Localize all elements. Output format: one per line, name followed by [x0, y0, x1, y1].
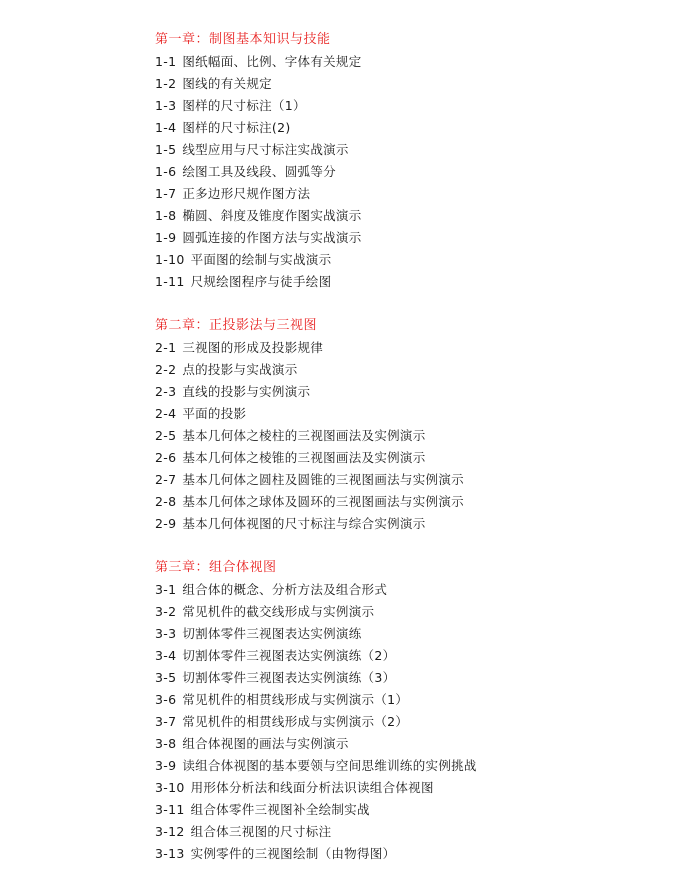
item-text: 直线的投影与实例演示	[182, 384, 311, 399]
item-text: 常见机件的相贯线形成与实例演示（1）	[182, 692, 409, 707]
item-number: 3-5	[155, 670, 177, 685]
item-text: 基本几何体之棱锥的三视图画法及实例演示	[182, 450, 426, 465]
list-item	[155, 161, 675, 183]
list-item	[155, 403, 675, 425]
chapter-title: 第二章：正投影法与三视图	[155, 318, 318, 333]
list-item	[155, 205, 675, 227]
item-number: 1-8	[155, 208, 177, 223]
item-number: 1-11	[155, 274, 185, 289]
list-item	[155, 337, 675, 359]
item-number: 3-7	[155, 714, 177, 729]
item-number: 2-3	[155, 384, 177, 399]
item-text: 图样的尺寸标注(2)	[182, 120, 291, 135]
item-text: 常见机件的相贯线形成与实例演示（2）	[182, 714, 409, 729]
list-item	[155, 227, 675, 249]
item-text: 线型应用与尺寸标注实战演示	[182, 142, 349, 157]
list-item	[155, 623, 675, 645]
item-number: 1-1	[155, 54, 177, 69]
chapter-1	[155, 29, 675, 293]
item-text: 用形体分析法和线面分析法识读组合体视图	[190, 780, 434, 795]
item-number: 1-5	[155, 142, 177, 157]
list-item	[155, 711, 675, 733]
item-number: 3-13	[155, 846, 185, 861]
course-outline	[155, 29, 675, 865]
item-text: 组合体三视图的尺寸标注	[190, 824, 332, 839]
item-text: 常见机件的截交线形成与实例演示	[182, 604, 375, 619]
list-item	[155, 117, 675, 139]
list-item	[155, 51, 675, 73]
item-number: 1-7	[155, 186, 177, 201]
item-text: 图样的尺寸标注（1）	[182, 98, 306, 113]
item-number: 1-3	[155, 98, 177, 113]
item-text: 圆弧连接的作图方法与实战演示	[182, 230, 362, 245]
list-item	[155, 843, 675, 865]
item-text: 椭圆、斜度及锥度作图实战演示	[182, 208, 362, 223]
item-text: 读组合体视图的基本要领与空间思维训练的实例挑战	[182, 758, 477, 773]
item-number: 3-11	[155, 802, 185, 817]
item-text: 实例零件的三视图绘制（由物得图）	[190, 846, 396, 861]
item-text: 切割体零件三视图表达实例演练（2）	[182, 648, 396, 663]
item-number: 3-2	[155, 604, 177, 619]
item-text: 基本几何体之圆柱及圆锥的三视图画法与实例演示	[182, 472, 464, 487]
item-number: 2-8	[155, 494, 177, 509]
chapter-title: 第一章：制图基本知识与技能	[155, 32, 331, 47]
list-item	[155, 579, 675, 601]
item-number: 1-2	[155, 76, 177, 91]
item-number: 1-6	[155, 164, 177, 179]
list-item	[155, 821, 675, 843]
item-number: 3-9	[155, 758, 177, 773]
item-text: 图纸幅面、比例、字体有关规定	[182, 54, 362, 69]
list-item	[155, 469, 675, 491]
item-text: 三视图的形成及投影规律	[182, 340, 324, 355]
item-text: 绘图工具及线段、圆弧等分	[182, 164, 336, 179]
list-item	[155, 733, 675, 755]
item-text: 图线的有关规定	[182, 76, 272, 91]
list-item	[155, 447, 675, 469]
item-number: 1-4	[155, 120, 177, 135]
item-number: 2-5	[155, 428, 177, 443]
item-number: 2-2	[155, 362, 177, 377]
item-number: 3-3	[155, 626, 177, 641]
list-item	[155, 95, 675, 117]
item-number: 3-6	[155, 692, 177, 707]
item-text: 组合体零件三视图补全绘制实战	[190, 802, 370, 817]
item-text: 切割体零件三视图表达实例演练	[182, 626, 362, 641]
list-item	[155, 645, 675, 667]
item-number: 3-12	[155, 824, 185, 839]
item-number: 3-8	[155, 736, 177, 751]
item-number: 2-7	[155, 472, 177, 487]
item-text: 平面的投影	[182, 406, 247, 421]
item-text: 基本几何体之棱柱的三视图画法及实例演示	[182, 428, 426, 443]
chapter-title: 第三章：组合体视图	[155, 560, 277, 575]
list-item	[155, 183, 675, 205]
item-number: 2-1	[155, 340, 177, 355]
item-text: 平面图的绘制与实战演示	[190, 252, 332, 267]
item-number: 3-1	[155, 582, 177, 597]
item-text: 点的投影与实战演示	[182, 362, 298, 377]
list-item	[155, 777, 675, 799]
list-item	[155, 491, 675, 513]
item-number: 3-10	[155, 780, 185, 795]
list-item	[155, 755, 675, 777]
list-item	[155, 73, 675, 95]
item-number: 2-6	[155, 450, 177, 465]
list-item	[155, 139, 675, 161]
item-number: 2-9	[155, 516, 177, 531]
list-item	[155, 381, 675, 403]
list-item	[155, 359, 675, 381]
chapter-2	[155, 315, 675, 535]
item-text: 组合体视图的画法与实例演示	[182, 736, 349, 751]
list-item	[155, 667, 675, 689]
item-number: 2-4	[155, 406, 177, 421]
item-text: 正多边形尺规作图方法	[182, 186, 311, 201]
list-item	[155, 513, 675, 535]
item-number: 3-4	[155, 648, 177, 663]
item-text: 基本几何体之球体及圆环的三视图画法与实例演示	[182, 494, 464, 509]
item-number: 1-10	[155, 252, 185, 267]
list-item	[155, 689, 675, 711]
list-item	[155, 425, 675, 447]
item-number: 1-9	[155, 230, 177, 245]
item-text: 组合体的概念、分析方法及组合形式	[182, 582, 388, 597]
list-item	[155, 799, 675, 821]
list-item	[155, 271, 675, 293]
list-item	[155, 601, 675, 623]
chapter-3	[155, 557, 675, 865]
item-text: 切割体零件三视图表达实例演练（3）	[182, 670, 396, 685]
item-text: 基本几何体视图的尺寸标注与综合实例演示	[182, 516, 426, 531]
list-item	[155, 249, 675, 271]
item-text: 尺规绘图程序与徒手绘图	[190, 274, 332, 289]
